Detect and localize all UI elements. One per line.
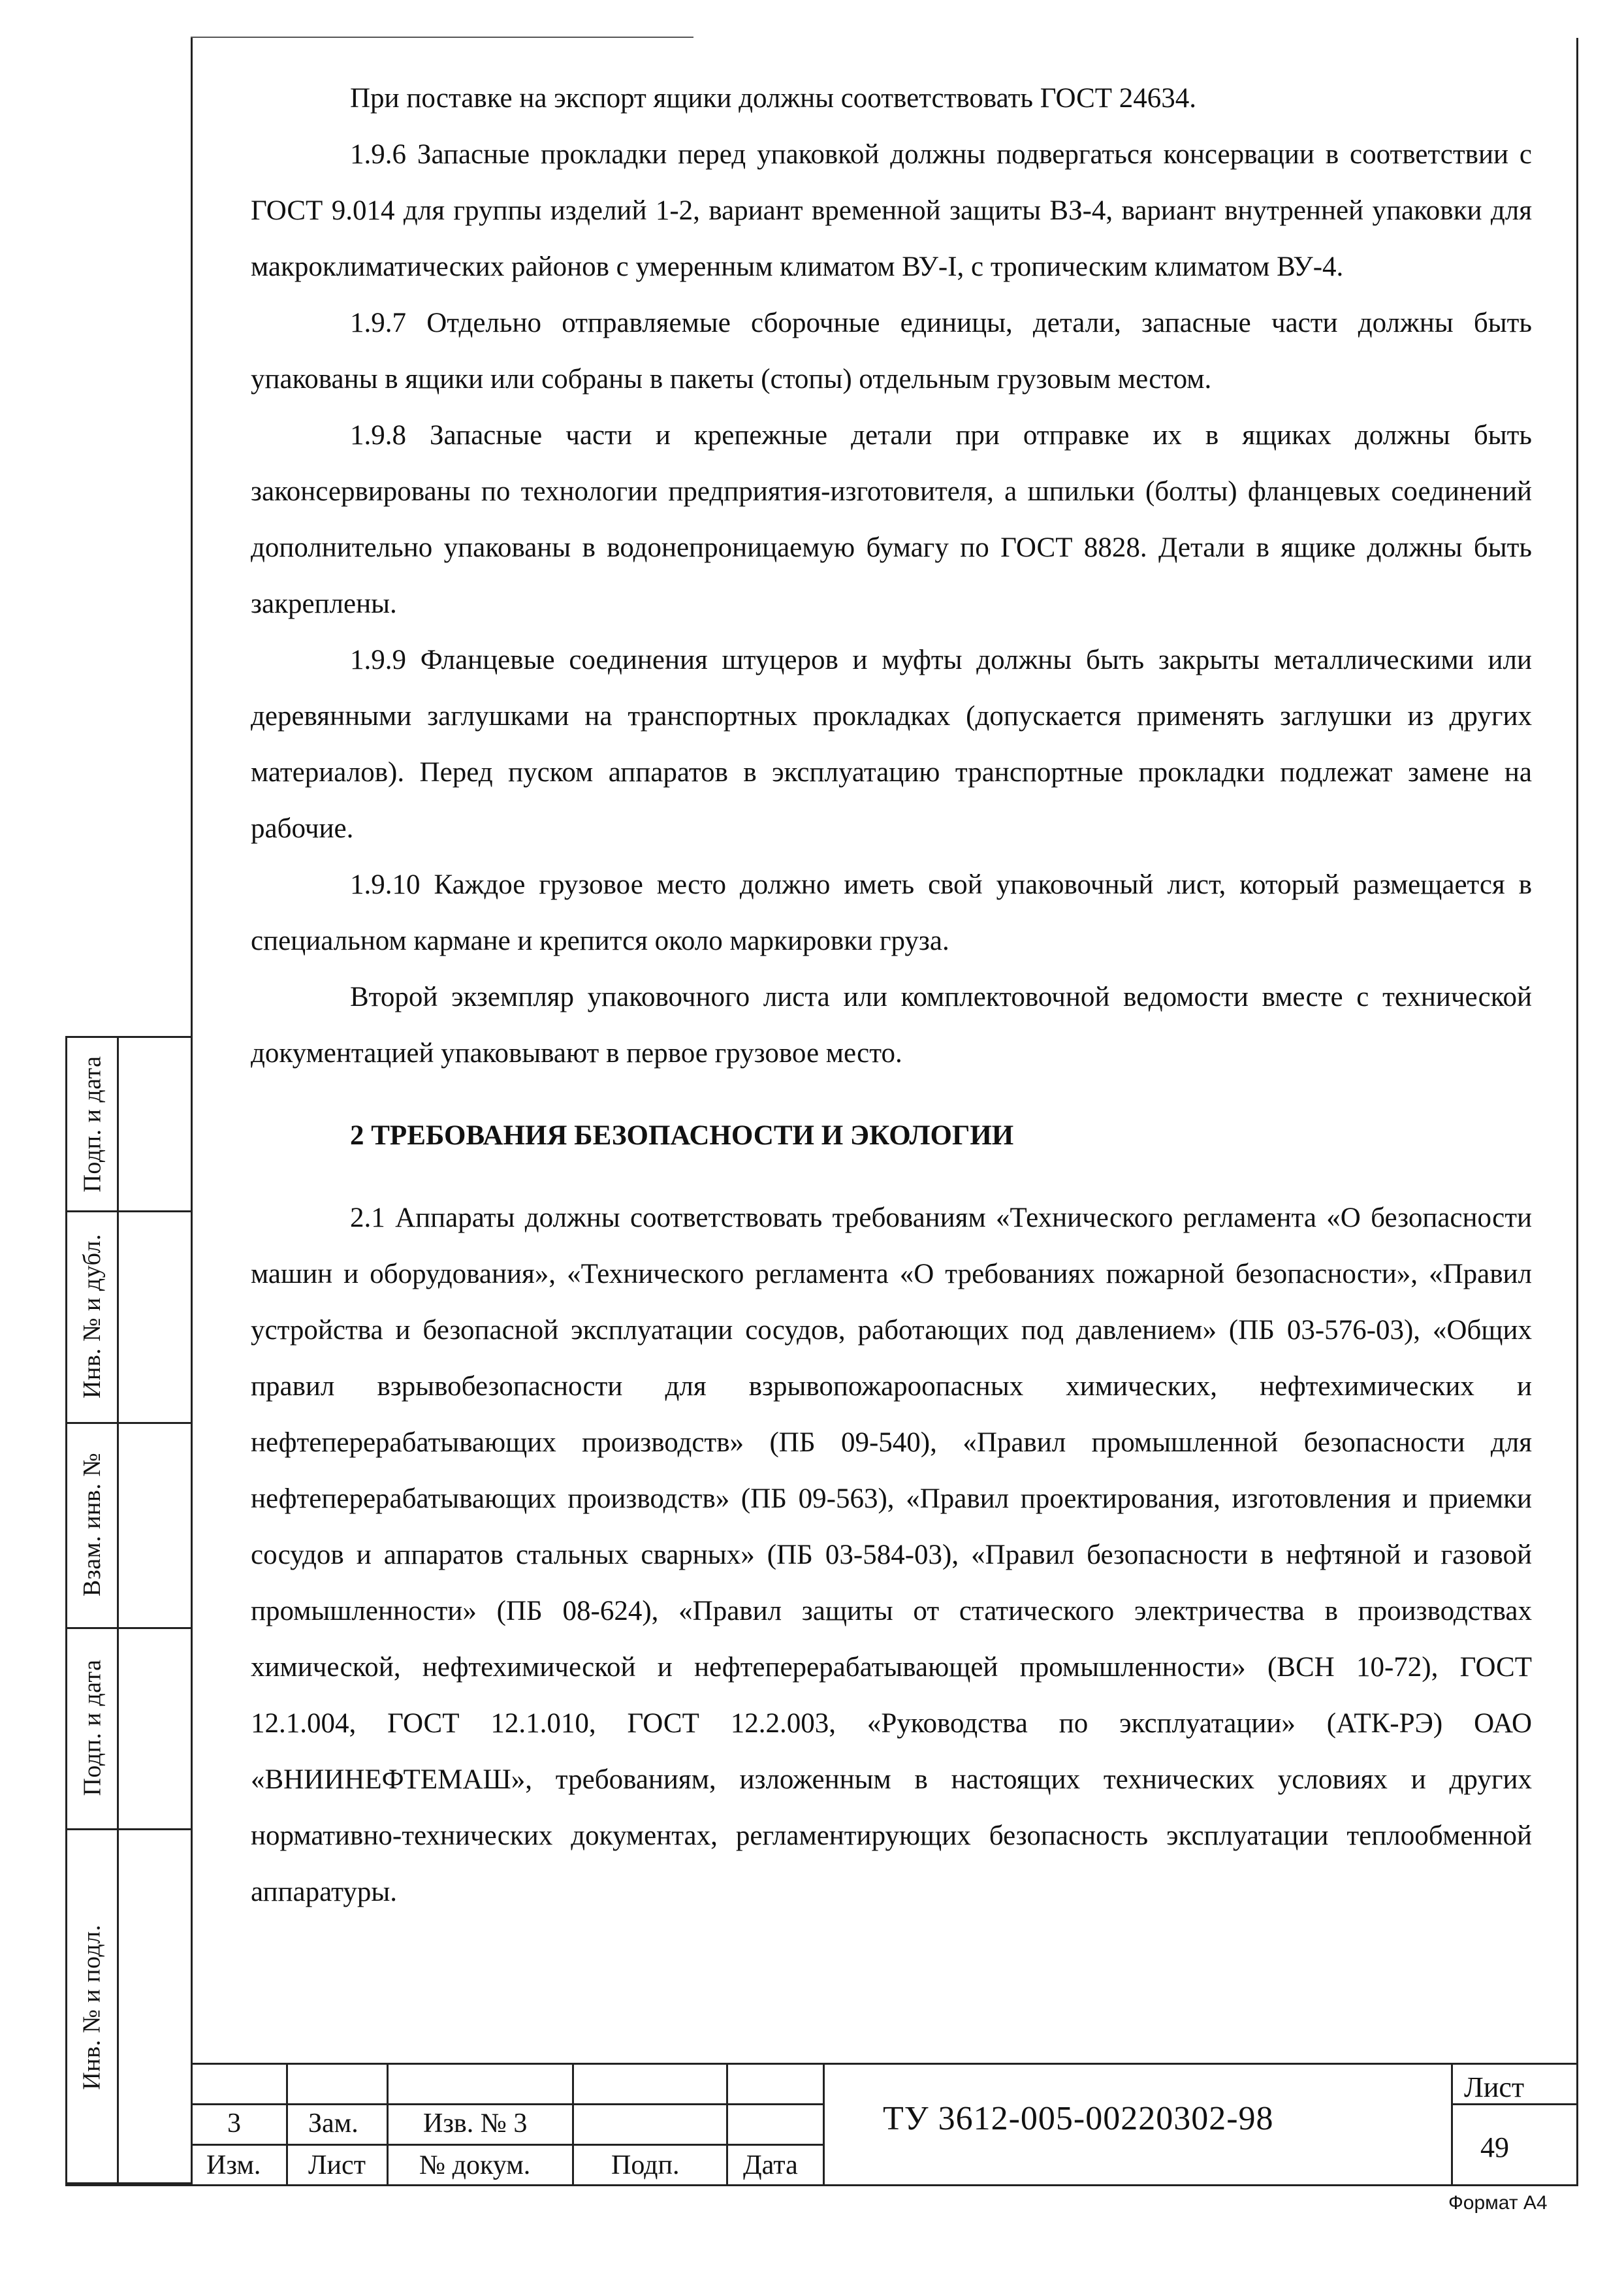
side-label-text: Подп. и дата bbox=[78, 1056, 106, 1193]
frame-left-border bbox=[191, 38, 193, 2186]
paragraph-1-9-6: 1.9.6 Запасные прокладки перед упаковкой должны подвергаться консервации в соответствии с ГОСТ 9.014 для группы изделий 1-2, вариант временной защиты ВЗ-4, вариант внутренней упаковки для макроклиматических районов с умеренным климатом ВУ-I, с тропическим климатом ВУ-4. bbox=[251, 139, 1532, 282]
section-heading: 2 ТРЕБОВАНИЯ БЕЗОПАСНОСТИ И ЭКОЛОГИИ bbox=[350, 1120, 1014, 1151]
tb-line bbox=[286, 2063, 288, 2186]
side-label-sign-date-1 bbox=[67, 1038, 117, 1210]
tb-line bbox=[191, 2063, 1578, 2065]
side-label-text: Инв. № и подл. bbox=[78, 1924, 106, 2090]
document-code: ТУ 3612-005-00220302-98 bbox=[883, 2100, 1274, 2137]
side-label-text: Инв. № и дубл. bbox=[78, 1234, 106, 1398]
tb-line bbox=[387, 2063, 389, 2186]
paragraph-1-9-9: 1.9.9 Фланцевые соединения штуцеров и муфты должны быть закрыты металлическими или деревянными заглушками на транспортных прокладках (допускается применять заглушки из других материалов). Перед пуском аппаратов в эксплуатацию транспортные прокладки подлежат замене на рабочие. bbox=[251, 645, 1532, 844]
frame-right-border bbox=[1576, 38, 1578, 2186]
tb-rev-doc: Изв. № 3 bbox=[423, 2108, 528, 2139]
side-label-inv-dup bbox=[67, 1210, 117, 1422]
side-label-inv-orig bbox=[67, 1828, 117, 2186]
side-stamp-column bbox=[65, 1036, 191, 2184]
paragraph-export-boxes: При поставке на экспорт ящики должны соответствовать ГОСТ 24634. bbox=[350, 83, 1197, 114]
sheet-label: Лист bbox=[1464, 2071, 1525, 2103]
tb-line bbox=[572, 2063, 574, 2186]
side-label-replace-inv bbox=[67, 1422, 117, 1627]
frame-top-line bbox=[191, 37, 693, 38]
tb-line bbox=[1451, 2063, 1453, 2186]
paragraph-2-1: 2.1 Аппараты должны соответствовать требованиям «Технического регламента «О безопасности машин и оборудования», «Технического регламента «О требованиях пожарной безопасности», «Правил устройства и безопасной эксплуатации сосудов, работающих под давлением» (ПБ 03-576-03), «Общих правил взрывобезопасности для взрывопожароопасных химических, нефтехимических и нефтеперерабатывающих производств» (ПБ 09-540), «Правил промышленной безопасности для нефтеперерабатывающих производств» (ПБ 09-563), «Правил проектирования, изготовления и приемки сосудов и аппаратов стальных сварных» (ПБ 03-584-03), «Правил безопасности в нефтяной и газовой промышленности» (ПБ 08-624), «Правил защиты от статического электричества в производствах химической, нефтехимической и нефтеперерабатывающей промышленности» (ВСН 10-72), ГОСТ 12.1.004, ГОСТ 12.1.010, ГОСТ 12.2.003, «Руководства по эксплуатации» (АТК-РЭ) ОАО «ВНИИНЕФТЕМАШ», требованиям, изложенным в настоящих технических условиях и других нормативно-технических документах, регламентирующих безопасность эксплуатации теплообменной аппаратуры. bbox=[251, 1203, 1532, 1907]
paragraph-1-9-10: 1.9.10 Каждое грузовое место должно иметь свой упаковочный лист, который размещается в специальном кармане и крепится около маркировки груза. bbox=[251, 869, 1532, 956]
paragraph-second-copy: Второй экземпляр упаковочного листа или комплектовочной ведомости вместе с технической документацией упаковывают в первое грузовое место. bbox=[251, 982, 1532, 1069]
tb-rev-sheet: Зам. bbox=[308, 2108, 358, 2139]
side-stamp-vline bbox=[117, 1038, 119, 2182]
paragraph-1-9-7: 1.9.7 Отдельно отправляемые сборочные единицы, детали, запасные части должны быть упакованы в ящики или собраны в пакеты (стопы) отдельным грузовым местом. bbox=[251, 308, 1532, 395]
tb-hdr-sign: Подп. bbox=[611, 2150, 680, 2180]
document-body bbox=[251, 71, 1532, 1920]
tb-line bbox=[726, 2063, 728, 2186]
side-label-text: Взам. инв. № bbox=[78, 1452, 106, 1597]
paragraph-1-9-8: 1.9.8 Запасные части и крепежные детали при отправке их в ящиках должны быть законсервированы по технологии предприятия-изготовителя, а шпильки (болты) фланцевых соединений дополнительно упакованы в водонепроницаемую бумагу по ГОСТ 8828. Детали в ящике должны быть закреплены. bbox=[251, 420, 1532, 619]
tb-hdr-sheet: Лист bbox=[308, 2150, 366, 2180]
tb-hdr-date: Дата bbox=[743, 2150, 798, 2180]
format-label: Формат А4 bbox=[1448, 2192, 1548, 2214]
tb-hdr-change: Изм. bbox=[206, 2150, 261, 2180]
tb-rev-change: 3 bbox=[227, 2108, 241, 2139]
side-label-text: Подп. и дата bbox=[78, 1659, 106, 1796]
sheet-number: 49 bbox=[1480, 2131, 1509, 2163]
tb-hdr-doc: № докум. bbox=[419, 2150, 531, 2180]
side-label-sign-date-2 bbox=[67, 1627, 117, 1828]
tb-line bbox=[823, 2063, 825, 2186]
title-block bbox=[191, 2063, 1578, 2186]
